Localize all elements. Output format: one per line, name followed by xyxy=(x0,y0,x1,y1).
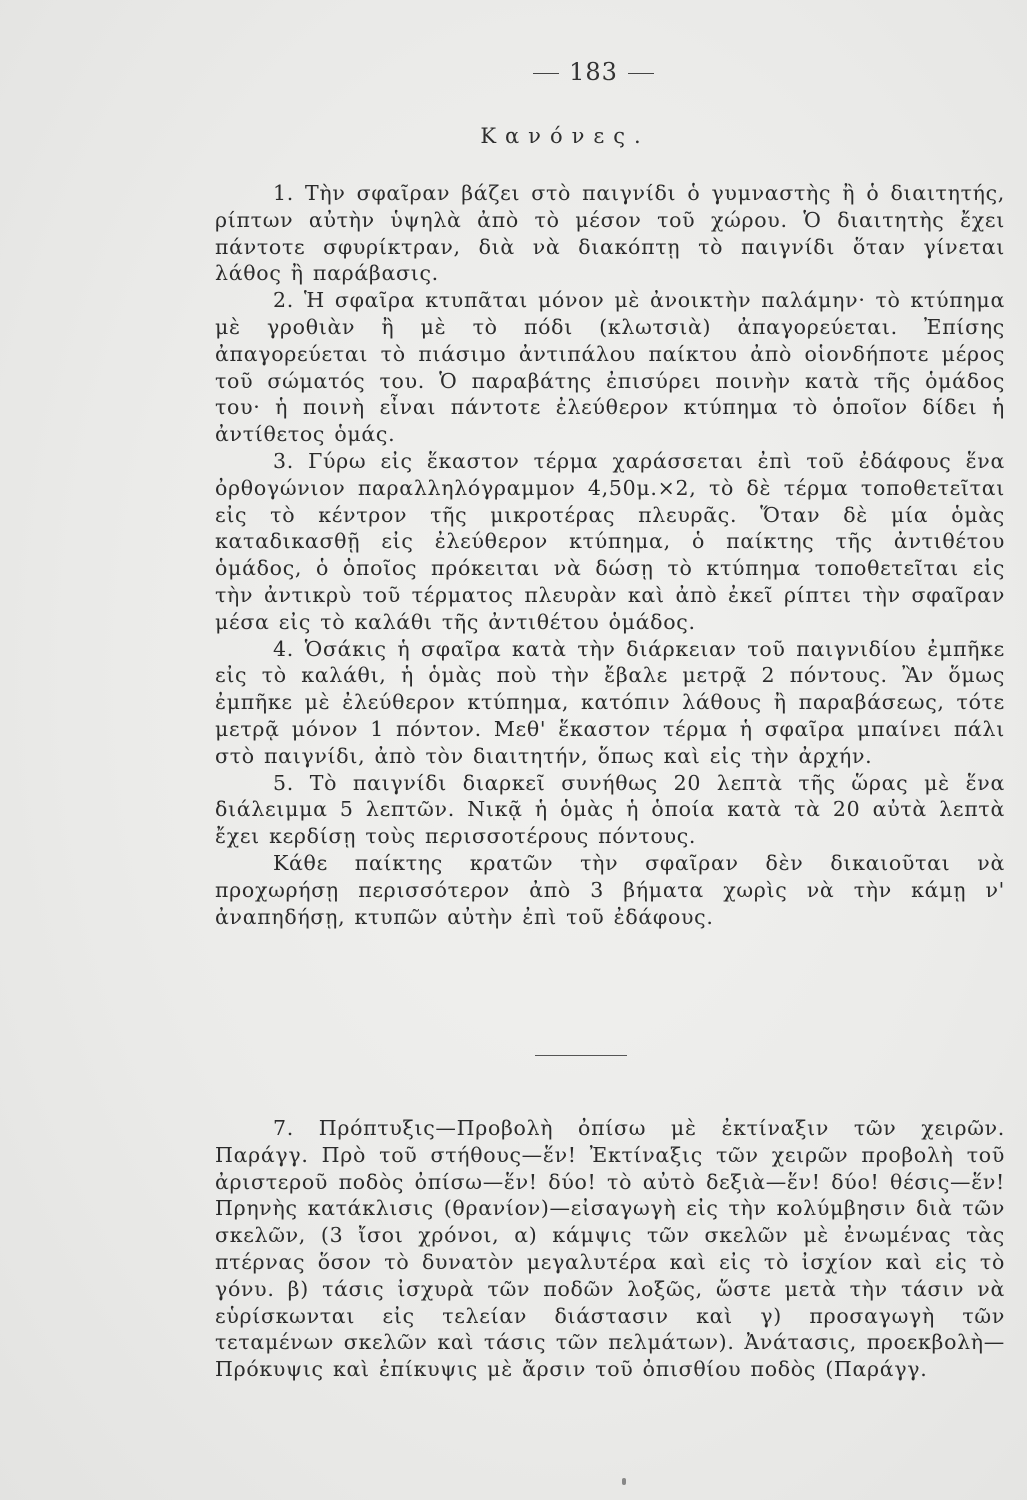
section-heading: Κανόνες. xyxy=(480,124,650,148)
page-number-dash-right xyxy=(628,73,654,74)
rule-paragraph-1: 1. Τὴν σφαῖραν βάζει στὸ παιγνίδι ὁ γυμναστὴς ἢ ὁ διαιτητής, ρίπτων αὐτὴν ὑψηλὰ ἀπὸ τὸ μέσον τοῦ χώρου. Ὁ διαιτητὴς ἔχει πάντοτε σφυρίκτραν, διὰ νὰ διακόπτῃ τὸ παιγνίδι ὅταν γίνεται λάθος ἢ παράβασις. xyxy=(215,181,1005,286)
rule-paragraph-5: 5. Τὸ παιγνίδι διαρκεῖ συνήθως 20 λεπτὰ τῆς ὥρας μὲ ἕνα διάλειμμα 5 λεπτῶν. Νικᾷ ἡ ὁμὰς ἡ ὁποία κατὰ τὰ 20 αὐτὰ λεπτὰ ἔχει κερδίσῃ τοὺς περισσοτέρους πόντους. xyxy=(215,770,1005,849)
page-number xyxy=(0,58,1027,86)
page-number-value: 183 xyxy=(569,58,618,86)
rule-paragraph-6: Κάθε παίκτης κρατῶν τὴν σφαῖραν δὲν δικαιοῦται νὰ προχωρήσῃ περισσότερον ἀπὸ 3 βήματα χωρὶς νὰ τὴν κάμῃ ν' ἀναπηδήσῃ, κτυπῶν αὐτὴν ἐπὶ τοῦ ἐδάφους. xyxy=(215,850,1005,929)
rule-paragraph-2: 2. Ἡ σφαῖρα κτυπᾶται μόνον μὲ ἀνοικτὴν παλάμην· τὸ κτύπημα μὲ γροθιὰν ἢ μὲ τὸ πόδι (κλωτσιὰ) ἀπαγορεύεται. Ἐπίσης ἀπαγορεύεται τὸ πιάσιμο ἀντιπάλου παίκτου ἀπὸ οἱονδήποτε μέρος τοῦ σώματός του. Ὁ παραβάτης ἐπισύρει ποινὴν κατὰ τῆς ὁμάδος του· ἡ ποινὴ εἶναι πάντοτε ἐλεύθερον κτύπημα τὸ ὁποῖον δίδει ἡ ἀντίθετος ὁμάς. xyxy=(215,288,1005,447)
section-divider xyxy=(535,1055,627,1056)
exercise-section xyxy=(215,1115,1005,1383)
rule-paragraph-4: 4. Ὁσάκις ἡ σφαῖρα κατὰ τὴν διάρκειαν τοῦ παιγνιδίου ἐμπῆκε εἰς τὸ καλάθι, ἡ ὁμὰς ποὺ τὴν ἔβαλε μετρᾷ 2 πόντους. Ἂν ὅμως ἐμπῆκε μὲ ἐλεύθερον κτύπημα, κατόπιν λάθους ἢ παραβάσεως, τότε μετρᾷ μόνον 1 πόντον. Μεθ' ἕκαστον τέρμα ἡ σφαῖρα μπαίνει πάλι στὸ παιγνίδι, ἀπὸ τὸν διαιτητήν, ὅπως καὶ εἰς τὴν ἀρχήν. xyxy=(215,636,1005,768)
rule-paragraph-3: 3. Γύρω εἰς ἕκαστον τέρμα χαράσσεται ἐπὶ τοῦ ἐδάφους ἕνα ὀρθογώνιον παραλληλόγραμμον 4,50μ.×2, τὸ δὲ τέρμα τοποθετεῖται εἰς τὸ κέντρον τῆς μικροτέρας πλευρᾶς. Ὅταν δὲ μία ὁμὰς καταδικασθῇ εἰς ἐλεύθερον κτύπημα, ὁ παίκτης τῆς ἀντιθέτου ὁμάδος, ὁ ὁποῖος πρόκειται νὰ δώσῃ τὸ κτύπημα τοποθετεῖται εἰς τὴν ἀντικρὺ τοῦ τέρματος πλευρὰν καὶ ἀπὸ ἐκεῖ ρίπτει τὴν σφαῖραν μέσα εἰς τὸ καλάθι τῆς ἀντιθέτου ὁμάδος. xyxy=(215,448,1005,634)
page-number-dash-left xyxy=(533,73,559,74)
print-speck xyxy=(622,1478,626,1485)
exercise-paragraph: 7. Πρόπτυξις—Προβολὴ ὀπίσω μὲ ἐκτίναξιν τῶν χειρῶν. Παράγγ. Πρὸ τοῦ στήθους—ἕν! Ἐκτίναξις τῶν χειρῶν προβολὴ τοῦ ἀριστεροῦ ποδὸς ὀπίσω—ἕν! δύο! τὸ αὐτὸ δεξιὰ—ἕν! δύο! θέσις—ἕν! Πρηνὴς κατάκλισις (θρανίον)—εἰσαγωγὴ εἰς τὴν κολύμβησιν διὰ τῶν σκελῶν, (3 ἴσοι χρόνοι, α) κάμψις τῶν σκελῶν μὲ ἐνωμένας τὰς πτέρνας ὅσον τὸ δυνατὸν μεγαλυτέρα καὶ εἰς τὸ ἰσχίον καὶ εἰς τὸ γόνυ. β) τάσις ἰσχυρὰ τῶν ποδῶν λοξῶς, ὥστε μετὰ τὴν τάσιν νὰ εὑρίσκωνται εἰς τελείαν διάστασιν καὶ γ) προσαγωγὴ τῶν τεταμένων σκελῶν καὶ τάσις τῶν πελμάτων). Ἀνάτασις, προεκβολὴ—Πρόκυψις καὶ ἐπίκυψις μὲ ἄρσιν τοῦ ὀπισθίου ποδὸς (Παράγγ. xyxy=(215,1116,1005,1382)
rules-section xyxy=(215,180,1005,930)
